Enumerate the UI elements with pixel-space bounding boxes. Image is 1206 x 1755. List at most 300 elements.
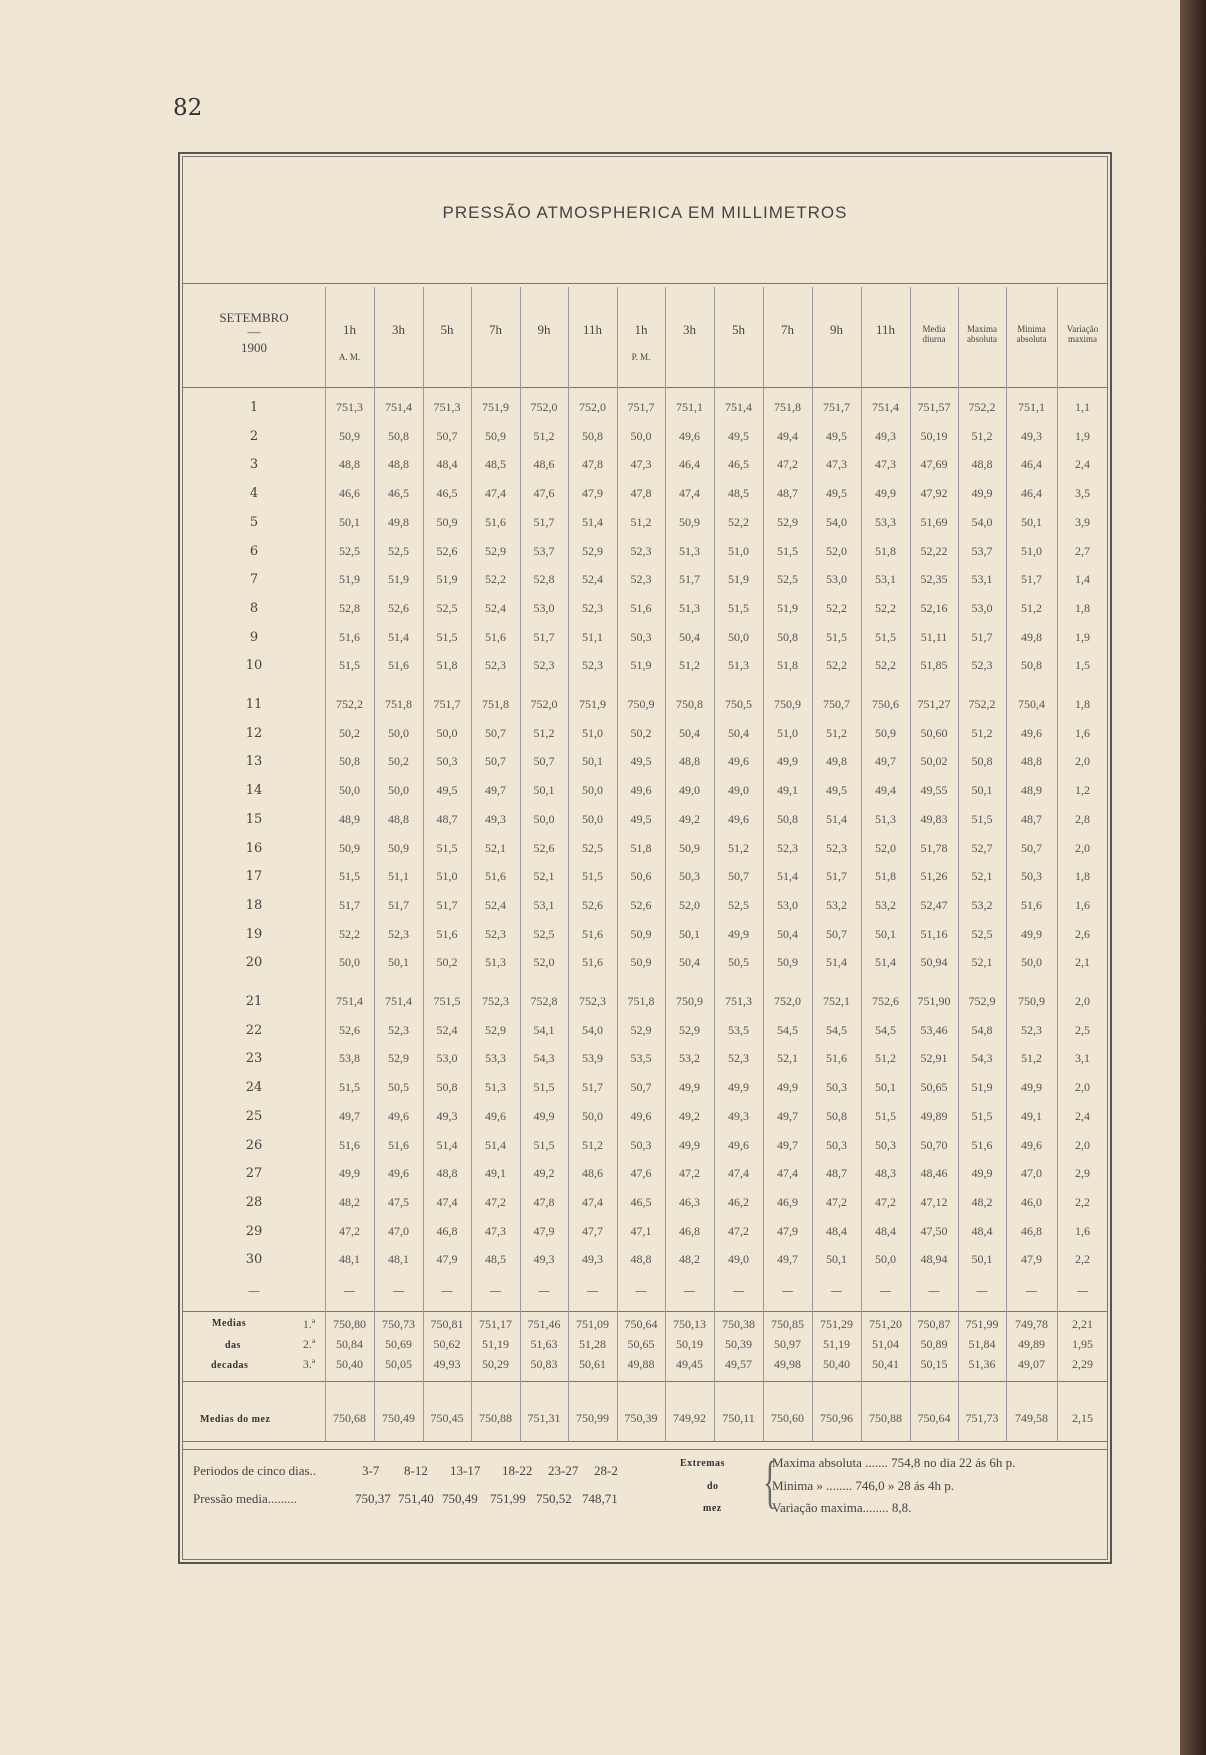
table-cell: 51,0: [1021, 543, 1042, 558]
table-cell: 752,1: [823, 994, 850, 1008]
table-cell: 52,5: [533, 926, 555, 941]
table-cell: 52,2: [485, 572, 506, 587]
header-hour-9: 5h: [732, 322, 745, 337]
table-cell: 51,2: [875, 1051, 896, 1066]
row-day-label: 27: [245, 1166, 263, 1182]
table-cell: 51,6: [582, 926, 603, 941]
table-cell: 49,5: [826, 486, 847, 501]
table-cell: 46,5: [630, 1194, 652, 1209]
table-cell: 751,8: [482, 697, 509, 711]
table-cell: 50,0: [875, 1252, 896, 1267]
row-day-label: 20: [245, 955, 263, 971]
table-cell: 53,2: [679, 1051, 700, 1066]
table-cell: 47,9: [582, 486, 603, 501]
table-cell: 1,8: [1075, 697, 1090, 711]
table-cell: 752,0: [774, 994, 801, 1008]
table-cell: 48,94: [920, 1252, 948, 1267]
table-cell: 47,4: [436, 1194, 458, 1209]
table-cell: 51,7: [533, 629, 555, 644]
table-cell: 47,8: [533, 1194, 555, 1209]
table-cell: 47,3: [875, 457, 896, 472]
decada-cell: 49,93: [433, 1357, 461, 1371]
table-cell: 50,8: [582, 428, 603, 443]
table-cell: 51,5: [533, 1080, 555, 1095]
dash-cell: —: [248, 1284, 260, 1298]
table-cell: 49,9: [1021, 926, 1042, 941]
table-cell: 51,9: [388, 572, 409, 587]
table-cell: 52,3: [582, 600, 603, 615]
table-cell: 54,0: [971, 514, 993, 529]
table-cell: 52,3: [388, 926, 409, 941]
decada-number: 3.ª: [302, 1357, 316, 1371]
decada-cell: 750,87: [917, 1317, 951, 1331]
table-cell: 751,4: [725, 400, 752, 414]
table-cell: 53,7: [533, 543, 555, 558]
table-cell: 51,6: [630, 600, 652, 615]
decada-cell: 51,36: [968, 1357, 996, 1371]
table-cell: 52,6: [388, 600, 409, 615]
table-cell: 51,2: [728, 840, 749, 855]
decada-cell: 51,04: [872, 1337, 899, 1351]
table-cell: 49,5: [436, 783, 458, 798]
table-cell: 750,9: [627, 697, 655, 711]
table-cell: 50,8: [388, 428, 409, 443]
table-cell: 51,85: [920, 658, 948, 673]
periodo-value: 8-12: [404, 1463, 428, 1478]
decada-cell: 751,29: [820, 1317, 853, 1331]
table-cell: 752,8: [530, 994, 558, 1008]
table-cell: 54,5: [826, 1022, 847, 1037]
table-cell: 52,2: [875, 658, 896, 673]
table-cell: 53,0: [971, 600, 993, 615]
table-cell: 53,0: [777, 897, 798, 912]
table-cell: 752,2: [968, 697, 996, 711]
header-am: A. M.: [338, 352, 361, 362]
table-cell: 50,8: [777, 811, 798, 826]
table-cell: 49,3: [533, 1252, 555, 1267]
table-cell: 52,3: [485, 926, 506, 941]
table-cell: 49,9: [971, 1166, 993, 1181]
medias-mez-cell: 750,49: [382, 1411, 415, 1425]
table-cell: 50,0: [582, 783, 603, 798]
decada-cell: 51,84: [968, 1337, 996, 1351]
table-cell: 51,5: [436, 840, 458, 855]
decada-cell: 51,19: [823, 1337, 850, 1351]
table-cell: 48,5: [485, 457, 506, 472]
table-cell: 52,4: [485, 600, 506, 615]
table-cell: 2,0: [1075, 1080, 1090, 1095]
table-cell: 47,6: [533, 486, 555, 501]
medias-mez-cell: 2,15: [1072, 1411, 1093, 1425]
table-cell: 752,3: [482, 994, 509, 1008]
periodo-value: 23-27: [548, 1463, 579, 1478]
table-cell: 47,1: [630, 1223, 652, 1238]
decada-cell: 2,21: [1072, 1317, 1093, 1331]
table-cell: 2,2: [1075, 1194, 1090, 1209]
medias-mez-cell: 750,11: [722, 1411, 755, 1425]
table-cell: 52,1: [971, 955, 993, 970]
table-cell: 50,1: [826, 1252, 847, 1267]
pressao-value: 750,52: [536, 1491, 572, 1506]
table-cell: 54,0: [582, 1022, 603, 1037]
table-cell: 49,55: [920, 783, 948, 798]
table-cell: 50,4: [679, 955, 700, 970]
table-cell: 49,6: [485, 1108, 506, 1123]
table-cell: 751,3: [725, 994, 752, 1008]
table-cell: 49,7: [339, 1108, 360, 1123]
header-media-line1: Media: [922, 324, 946, 334]
table-cell: 49,3: [485, 811, 506, 826]
medias-label-3: decadas: [211, 1360, 249, 1371]
table-cell: 50,9: [679, 840, 700, 855]
table-cell: 46,2: [728, 1194, 749, 1209]
dash-cell: —: [1025, 1284, 1038, 1298]
table-cell: 49,1: [485, 1166, 506, 1181]
table-cell: 48,5: [485, 1252, 506, 1267]
rule-table-bottom: [182, 1449, 1108, 1450]
dash-cell: —: [781, 1284, 794, 1298]
table-cell: 52,3: [777, 840, 798, 855]
table-cell: 52,2: [339, 926, 360, 941]
medias-mez-cell: 750,99: [576, 1411, 609, 1425]
table-cell: 50,3: [630, 1137, 652, 1152]
table-cell: 50,7: [436, 428, 458, 443]
table-cell: 49,6: [728, 754, 749, 769]
table-cell: 50,9: [875, 725, 896, 740]
table-cell: 752,0: [579, 400, 606, 414]
decada-cell: 50,40: [336, 1357, 363, 1371]
table-cell: 50,0: [582, 1108, 603, 1123]
table-cell: 751,8: [385, 697, 412, 711]
table-cell: 2,0: [1075, 1137, 1090, 1152]
medias-mez-cell: 750,64: [917, 1411, 951, 1425]
row-day-label: 17: [245, 869, 263, 885]
table-cell: 47,50: [920, 1223, 948, 1238]
table-cell: 46,0: [1021, 1194, 1042, 1209]
dash-cell: —: [489, 1284, 502, 1298]
table-cell: 2,0: [1075, 840, 1090, 855]
decada-cell: 50,69: [385, 1337, 412, 1351]
table-cell: 48,9: [1021, 783, 1042, 798]
decada-cell: 49,57: [725, 1357, 752, 1371]
table-cell: 48,4: [436, 457, 458, 472]
table-cell: 51,5: [971, 811, 993, 826]
table-cell: 52,5: [388, 543, 409, 558]
table-cell: 2,2: [1075, 1252, 1090, 1267]
table-cell: 52,9: [630, 1022, 652, 1037]
table-cell: 50,8: [971, 754, 993, 769]
medias-mez-cell: 750,39: [624, 1411, 658, 1425]
row-day-label: 22: [245, 1022, 263, 1038]
table-cell: 1,6: [1075, 1223, 1090, 1238]
table-cell: 50,3: [436, 754, 458, 769]
header-variacao-line2: maxima: [1068, 334, 1097, 344]
decada-cell: 50,41: [872, 1357, 899, 1371]
table-cell: 50,1: [533, 783, 555, 798]
table-cell: 47,8: [630, 486, 652, 501]
table-cell: 48,8: [630, 1252, 652, 1267]
table-cell: 52,47: [920, 897, 948, 912]
table-cell: 51,1: [582, 629, 603, 644]
table-cell: 51,6: [388, 1137, 409, 1152]
table-cell: 50,0: [728, 629, 749, 644]
header-hour-3: 5h: [440, 322, 454, 337]
decada-cell: 50,62: [433, 1337, 461, 1351]
table-cell: 51,5: [436, 629, 458, 644]
table-cell: 51,78: [920, 840, 948, 855]
table-cell: 751,4: [872, 400, 899, 414]
table-cell: 52,3: [971, 658, 993, 673]
table-cell: 50,0: [630, 428, 652, 443]
decada-cell: 51,28: [579, 1337, 606, 1351]
table-cell: 49,6: [679, 428, 700, 443]
table-cell: 51,8: [875, 543, 896, 558]
header-hour-6: 11h: [582, 322, 603, 337]
table-cell: 52,16: [920, 600, 948, 615]
table-cell: 51,0: [582, 725, 603, 740]
table-cell: 49,3: [728, 1108, 749, 1123]
table-cell: 50,9: [485, 428, 506, 443]
table-cell: 51,8: [777, 658, 798, 673]
table-cell: 51,5: [339, 1080, 360, 1095]
table-cell: 46,3: [679, 1194, 700, 1209]
table-cell: 47,0: [388, 1223, 409, 1238]
medias-mez-cell: 751,31: [527, 1411, 561, 1425]
table-cell: 50,0: [339, 955, 360, 970]
table-cell: 751,5: [433, 994, 461, 1008]
table-cell: 47,8: [582, 457, 603, 472]
extremas-brace: {: [762, 1449, 777, 1514]
table-cell: 52,2: [728, 514, 749, 529]
table-cell: 50,7: [533, 754, 555, 769]
table-cell: 752,0: [530, 400, 558, 414]
table-cell: 53,3: [485, 1051, 506, 1066]
table-cell: 53,0: [533, 600, 555, 615]
table-cell: 47,4: [728, 1166, 749, 1181]
table-cell: 52,5: [777, 572, 798, 587]
table-cell: 50,7: [485, 754, 506, 769]
pressao-value: 750,37: [355, 1491, 391, 1506]
table-cell: 48,8: [1021, 754, 1042, 769]
table-cell: 51,7: [679, 572, 700, 587]
header-hour-2: 3h: [392, 322, 405, 337]
row-day-label: 28: [245, 1194, 263, 1210]
table-cell: 49,9: [875, 486, 896, 501]
table-cell: 52,3: [1021, 1022, 1042, 1037]
table-cell: 48,7: [436, 811, 458, 826]
table-cell: 48,8: [388, 811, 409, 826]
table-cell: 52,3: [630, 543, 652, 558]
table-cell: 51,5: [875, 1108, 896, 1123]
decada-cell: 50,39: [725, 1337, 752, 1351]
table-cell: 50,7: [1021, 840, 1042, 855]
table-cell: 51,2: [1021, 1051, 1042, 1066]
extremas-label-3: mez: [703, 1503, 722, 1514]
table-cell: 52,6: [436, 543, 458, 558]
book-edge: [1180, 0, 1206, 1755]
dash-cell: —: [976, 1284, 988, 1298]
header-media-line2: diurna: [922, 334, 946, 344]
table-cell: 51,5: [971, 1108, 993, 1123]
table-cell: 47,12: [920, 1194, 948, 1209]
decada-cell: 49,45: [676, 1357, 703, 1371]
table-cell: 50,4: [777, 926, 798, 941]
decada-cell: 49,98: [774, 1357, 801, 1371]
table-cell: 53,5: [630, 1051, 652, 1066]
table-cell: 51,5: [339, 869, 360, 884]
row-day-label: 19: [245, 926, 263, 942]
table-cell: 48,3: [875, 1166, 896, 1181]
table-cell: 49,6: [1021, 1137, 1042, 1152]
table-cell: 46,4: [1021, 457, 1042, 472]
table-cell: 54,5: [875, 1022, 896, 1037]
dash-cell: —: [879, 1284, 892, 1298]
pressao-label: Pressão media.........: [193, 1491, 297, 1506]
table-cell: 50,5: [388, 1080, 409, 1095]
row-day-label: 9: [249, 629, 259, 645]
table-cell: 48,7: [1021, 811, 1042, 826]
table-cell: 51,7: [582, 1080, 603, 1095]
table-cell: 54,5: [777, 1022, 798, 1037]
table-cell: 49,5: [630, 754, 652, 769]
table-cell: 51,2: [630, 514, 652, 529]
table-cell: 51,69: [920, 514, 948, 529]
decada-cell: 750,64: [624, 1317, 658, 1331]
medias-label-1: Medias: [212, 1318, 247, 1329]
table-cell: 46,8: [1021, 1223, 1042, 1238]
table-cell: 47,3: [630, 457, 652, 472]
table-cell: 48,8: [971, 457, 993, 472]
table-cell: 51,2: [971, 725, 993, 740]
table-cell: 48,7: [826, 1166, 847, 1181]
table-cell: 48,1: [388, 1252, 409, 1267]
table-cell: 1,8: [1075, 600, 1090, 615]
table-cell: 751,3: [433, 400, 461, 414]
table-cell: 1,9: [1075, 428, 1090, 443]
table-cell: 49,1: [777, 783, 798, 798]
table-cell: 49,7: [777, 1252, 798, 1267]
table-cell: 49,4: [777, 428, 798, 443]
table-cell: 47,2: [485, 1194, 506, 1209]
medias-mez-label: Medias do mez: [200, 1414, 271, 1425]
extremas-minima: Minima » ........ 746,0 » 28 ás 4h p.: [772, 1478, 954, 1493]
dash-cell: —: [392, 1284, 405, 1298]
table-cell: 751,4: [385, 994, 412, 1008]
table-cell: 52,4: [485, 897, 506, 912]
table-cell: 47,3: [826, 457, 847, 472]
table-cell: 49,9: [679, 1137, 700, 1152]
table-cell: 51,4: [777, 869, 798, 884]
table-cell: 51,6: [826, 1051, 847, 1066]
table-cell: 54,0: [826, 514, 847, 529]
table-cell: 51,9: [777, 600, 798, 615]
table-cell: 1,9: [1075, 629, 1090, 644]
table-cell: 51,8: [436, 658, 458, 673]
table-cell: 48,6: [533, 457, 555, 472]
table-cell: 1,6: [1075, 725, 1090, 740]
table-cell: 47,2: [679, 1166, 700, 1181]
table-cell: 751,9: [579, 697, 606, 711]
table-cell: 750,6: [872, 697, 899, 711]
table-cell: 54,3: [971, 1051, 993, 1066]
row-day-label: 29: [245, 1223, 263, 1239]
table-cell: 49,6: [630, 783, 652, 798]
table-cell: 53,0: [826, 572, 847, 587]
table-cell: 54,8: [971, 1022, 993, 1037]
table-cell: 49,6: [1021, 725, 1042, 740]
decada-cell: 50,19: [676, 1337, 703, 1351]
table-cell: 50,3: [1021, 869, 1042, 884]
table-cell: 750,8: [676, 697, 703, 711]
table-cell: 50,1: [971, 783, 993, 798]
table-cell: 750,5: [725, 697, 752, 711]
table-cell: 52,5: [436, 600, 458, 615]
row-day-label: 26: [245, 1137, 263, 1153]
row-day-label: 23: [245, 1051, 263, 1067]
table-cell: 51,0: [728, 543, 749, 558]
table-cell: 53,3: [875, 514, 896, 529]
table-cell: 53,1: [875, 572, 896, 587]
table-cell: 49,8: [388, 514, 409, 529]
row-day-label: 18: [245, 897, 263, 913]
table-cell: 51,3: [679, 600, 700, 615]
table-cell: 48,5: [728, 486, 749, 501]
table-cell: 50,9: [436, 514, 458, 529]
table-cell: 50,9: [679, 514, 700, 529]
table-cell: 751,4: [385, 400, 412, 414]
pressao-value: 751,99: [490, 1491, 526, 1506]
decada-cell: 2,29: [1072, 1357, 1093, 1371]
table-cell: 752,3: [579, 994, 606, 1008]
table-cell: 49,3: [436, 1108, 458, 1123]
row-day-label: 24: [245, 1080, 263, 1096]
table-cell: 51,0: [777, 725, 798, 740]
table-cell: 49,2: [679, 1108, 700, 1123]
table-cell: 49,3: [582, 1252, 603, 1267]
table-cell: 750,9: [774, 697, 801, 711]
table-cell: 48,7: [777, 486, 798, 501]
rule-data-bottom: [182, 1311, 1108, 1312]
decada-cell: 50,84: [336, 1337, 363, 1351]
table-cell: 52,3: [630, 572, 652, 587]
table-cell: 50,4: [679, 629, 700, 644]
table-cell: 2,4: [1075, 1108, 1090, 1123]
table-cell: 48,2: [679, 1252, 700, 1267]
table-cell: 47,2: [826, 1194, 847, 1209]
decada-number: 1.ª: [302, 1317, 316, 1331]
table-cell: 3,1: [1075, 1051, 1090, 1066]
table-cell: 2,4: [1075, 457, 1090, 472]
decada-cell: 51,63: [530, 1337, 558, 1351]
table-cell: 49,7: [777, 1137, 798, 1152]
table-cell: 47,9: [1021, 1252, 1042, 1267]
table-cell: 47,69: [920, 457, 948, 472]
table-cell: 47,4: [777, 1166, 798, 1181]
table-cell: 750,9: [676, 994, 703, 1008]
header-hour-5: 9h: [537, 322, 551, 337]
table-cell: 50,9: [777, 955, 798, 970]
table-cell: 47,9: [777, 1223, 798, 1238]
header-hour-11: 9h: [830, 322, 843, 337]
table-cell: 50,3: [826, 1080, 847, 1095]
table-cell: 49,5: [826, 783, 847, 798]
decada-cell: 51,19: [482, 1337, 509, 1351]
table-cell: 50,19: [920, 428, 948, 443]
table-cell: 50,4: [728, 725, 749, 740]
decada-cell: 49,89: [1018, 1337, 1045, 1351]
table-cell: 53,5: [728, 1022, 749, 1037]
dash-cell: —: [830, 1284, 843, 1298]
